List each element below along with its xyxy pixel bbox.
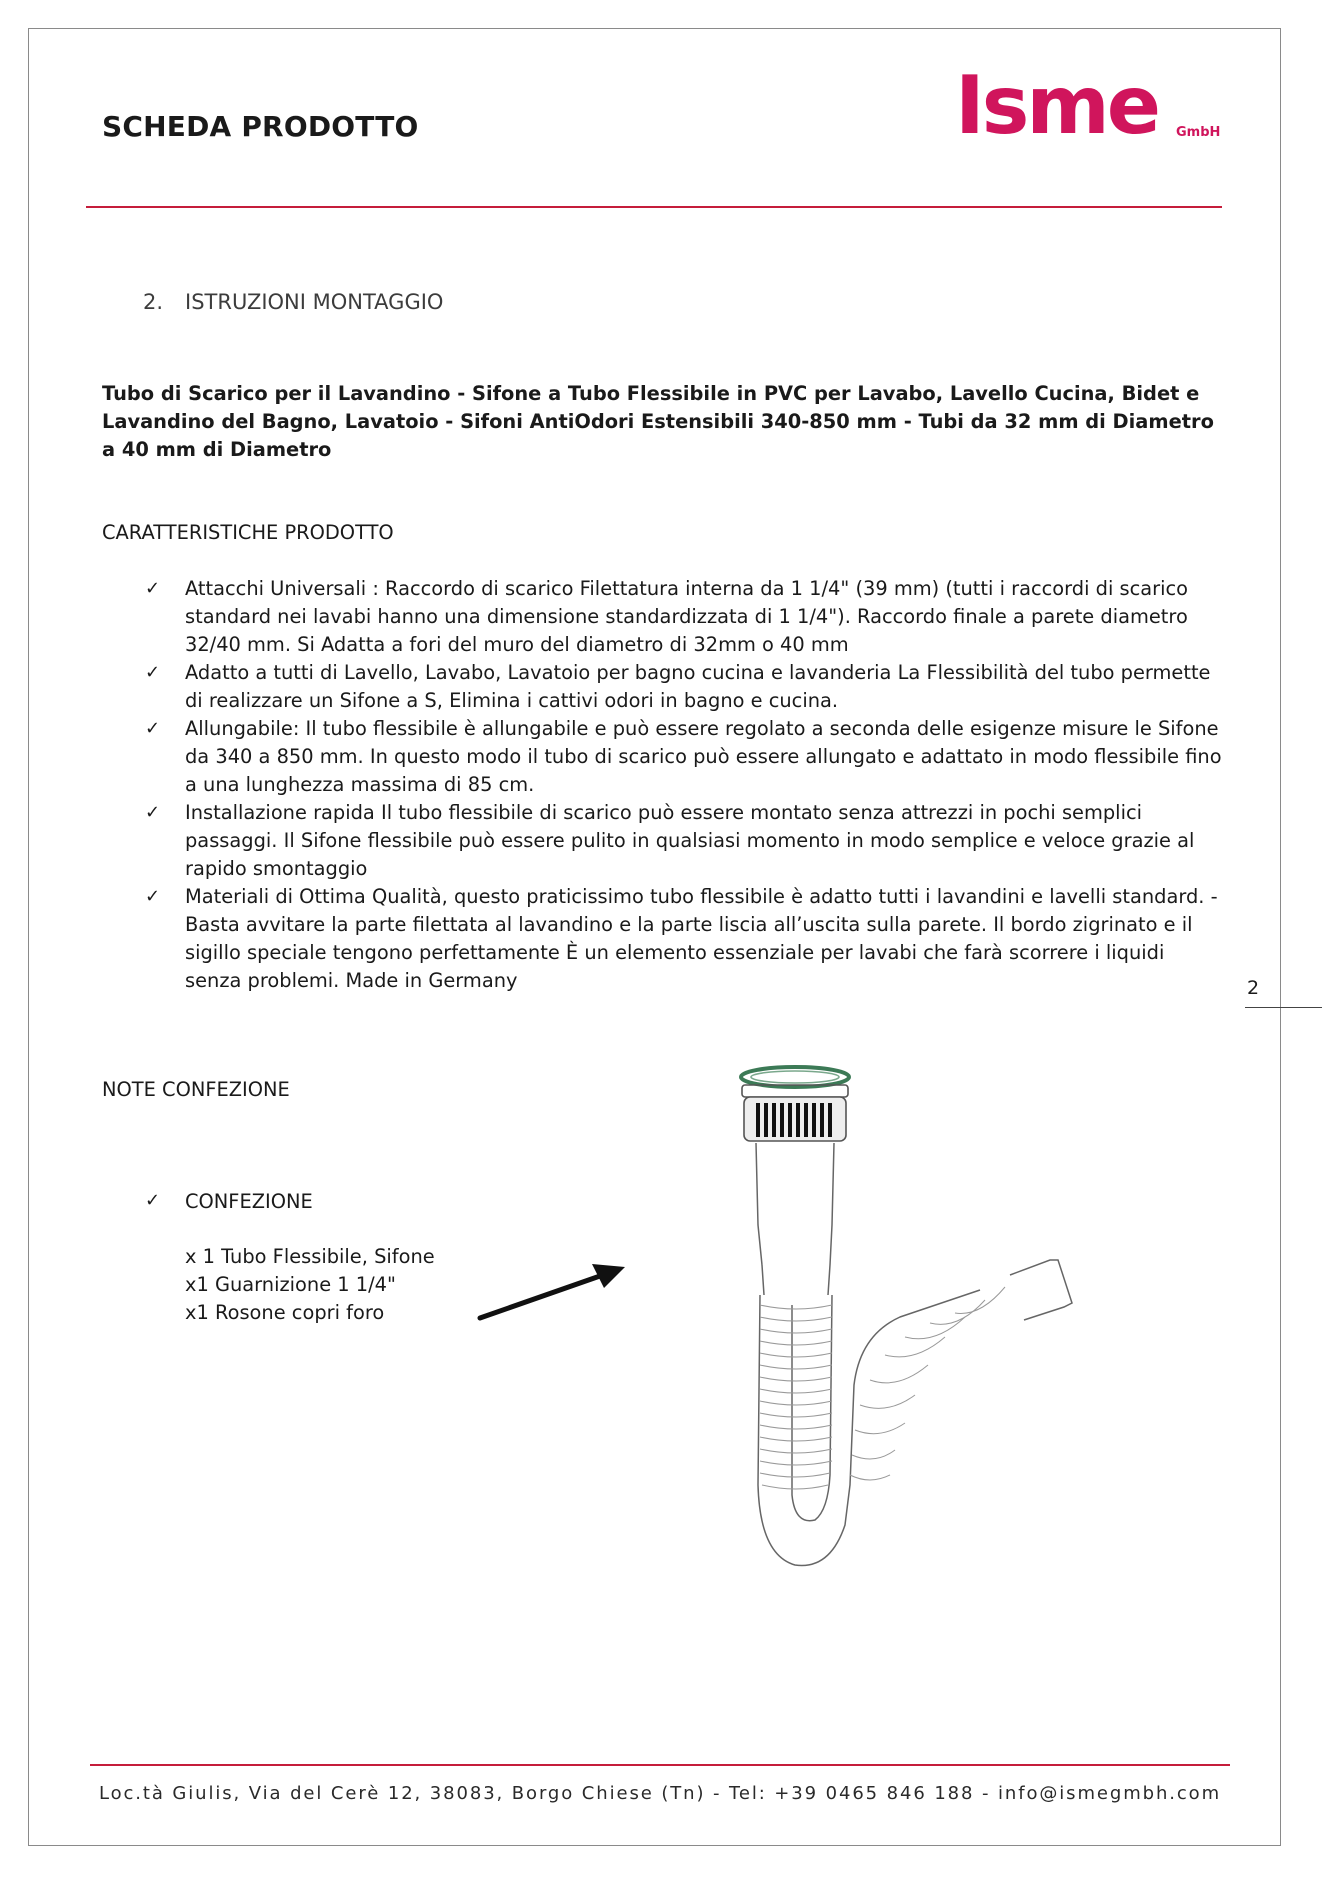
footer-contact: Loc.tà Giulis, Via del Cerè 12, 38083, Borgo Chiese (Tn) - Tel: +39 0465 846 188 - info@ismegmbh.com <box>98 1783 1222 1804</box>
feature-text: Installazione rapida Il tubo flessibile di scarico può essere montato senza attrezzi in pochi semplici passaggi. Il Sifone flessibile può essere pulito in qualsiasi momento in modo semplice e veloce grazie al rapido smontaggio <box>185 801 1195 880</box>
packaging-heading: NOTE CONFEZIONE <box>102 1078 290 1101</box>
check-icon: ✓ <box>145 1190 161 1211</box>
product-lead-paragraph: Tubo di Scarico per il Lavandino - Sifone a Tubo Flessibile in PVC per Lavabo, Lavello Cucina, Bidet e Lavandino del Bagno, Lavatoio - Sifoni AntiOdori Estensibili 340-850 mm - Tubi da 32 mm di Diametro a 40 mm di Diametro <box>102 382 1214 461</box>
document-title: SCHEDA PRODOTTO <box>102 110 419 143</box>
list-item <box>143 883 1223 995</box>
list-item <box>143 799 1223 883</box>
feature-text: Adatto a tutti di Lavello, Lavabo, Lavatoio per bagno cucina e lavanderia La Flessibilità del tubo permette di realizzare un Sifone a S, Elimina i cattivi odori in bagno e cucina. <box>185 661 1211 712</box>
packaging-line: x1 Guarnizione 1 1/4" <box>185 1273 396 1296</box>
footer-divider <box>90 1764 1230 1766</box>
list-item <box>143 659 1223 715</box>
section-heading <box>143 290 443 314</box>
list-item <box>143 715 1223 799</box>
check-icon: ✓ <box>145 802 161 823</box>
section-title: ISTRUZIONI MONTAGGIO <box>185 290 444 314</box>
check-icon: ✓ <box>145 886 161 907</box>
section-number: 2. <box>143 290 164 314</box>
features-list <box>143 575 1223 995</box>
packaging-line: x1 Rosone copri foro <box>185 1301 385 1324</box>
logo-subtitle: GmbH <box>1176 125 1221 140</box>
header-divider <box>86 206 1222 208</box>
check-icon: ✓ <box>145 662 161 683</box>
feature-text: Materiali di Ottima Qualità, questo praticissimo tubo flessibile è adatto tutti i lavandini e lavelli standard. - Basta avvitare la parte filettata al lavandino e la parte liscia all’uscita sulla parete. Il bordo zigrinato e il sigillo speciale tengono perfettamente È un elemento essenziale per lavabi che farà scorrere i liquidi senza problemi. Made in Germany <box>185 885 1218 992</box>
page-number: 2 <box>1247 977 1260 999</box>
feature-text: Attacchi Universali : Raccordo di scarico Filettatura interna da 1 1/4" (39 mm) (tutti i raccordi di scarico standard nei lavabi hanno una dimensione standardizzata di 1 1/4"). Raccordo finale a parete diametro 32/40 mm. Si Adatta a fori del muro del diametro di 32mm o 40 mm <box>185 577 1189 656</box>
check-icon: ✓ <box>145 578 161 599</box>
features-heading: CARATTERISTICHE PRODOTTO <box>102 521 394 544</box>
company-logo <box>955 59 1221 152</box>
logo-wordmark: Isme <box>955 59 1158 152</box>
arrow-icon <box>470 1255 630 1335</box>
packaging-contents <box>185 1243 435 1327</box>
packaging-item <box>143 1190 313 1213</box>
siphon-product-image <box>700 1055 1100 1575</box>
list-item <box>143 575 1223 659</box>
feature-text: Allungabile: Il tubo flessibile è allungabile e può essere regolato a seconda delle esigenze misure le Sifone da 340 a 850 mm. In questo modo il tubo di scarico può essere allungato e adattato in modo flessibile fino a una lunghezza massima di 85 cm. <box>185 717 1222 796</box>
check-icon: ✓ <box>145 718 161 739</box>
packaging-line: x 1 Tubo Flessibile, Sifone <box>185 1245 435 1268</box>
packaging-item-label: CONFEZIONE <box>185 1190 313 1213</box>
page-number-rule <box>1245 1007 1322 1008</box>
